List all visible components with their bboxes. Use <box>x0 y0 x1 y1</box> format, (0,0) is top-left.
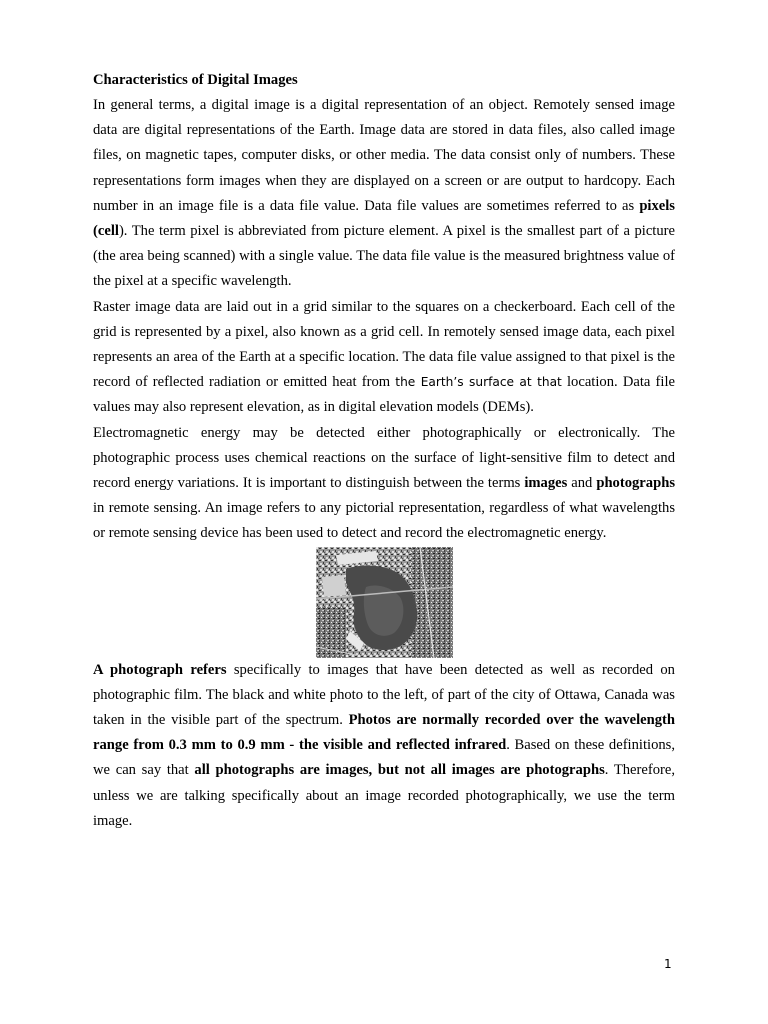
paragraph-digital-image-definition <box>93 93 675 295</box>
text-run: ). The term pixel is abbreviated from picture element. A pixel is the smallest part of a picture (the area being scanned) with a single value. The data file value is the measured brightness value of the pixel at a specific wavelength. <box>93 223 675 290</box>
bold-term-images: images <box>524 475 568 492</box>
text-run: location. Data file values may also represent elevation, as in digital elevation models (DEMs). <box>93 374 675 416</box>
paragraph-photograph-definition <box>93 658 675 834</box>
text-run: in remote sensing. An image refers to any pictorial representation, regardless of what wavelengths or remote sensing device has been used to detect and record the electromagnetic energy. <box>93 500 675 542</box>
bold-term-pixels: pixels (cell <box>93 197 675 240</box>
aerial-photo-ottawa <box>316 547 453 658</box>
paragraph-raster-data <box>93 295 675 421</box>
document-page <box>93 68 675 834</box>
text-run: . Therefore, unless we are talking specifically about an image recorded photographically, we use the term image. <box>93 762 676 829</box>
page-number: 1 <box>664 957 672 971</box>
text-run: In general terms, a digital image is a digital representation of an object. Remotely sensed image data are digital representations of the Earth. Image data are stored in data files, also called image files, on magnetic tapes, computer disks, or other media. The data consist only of numbers. These representations form images when they are displayed on a screen or are output to hardcopy. Each number in an image file is a data file value. Data file values are sometimes referred to as <box>93 97 675 214</box>
bold-wavelength-range: Photos are normally recorded over the wavelength range from 0.3 mm to 0.9 mm - the visible and reflected infrared <box>93 712 676 754</box>
bold-all-photographs-images: all photographs are images, but not all images are photographs <box>194 762 605 779</box>
text-run: Raster image data are laid out in a grid similar to the squares on a checkerboard. Each cell of the grid is represented by a pixel, also known as a grid cell. In remotely sensed image data, each pixel represents an area of the Earth at a specific location. The data file value assigned to that pixel is the record of reflected radiation or emitted heat from <box>93 298 675 391</box>
bold-term-photograph-refers: A photograph refers <box>93 661 227 678</box>
text-run: and <box>567 475 597 492</box>
document-title: Characteristics of Digital Images <box>93 72 298 88</box>
paragraph-electromagnetic-energy <box>93 421 675 547</box>
bold-term-photographs: photographs <box>596 475 675 492</box>
text-run: . Based on these definitions, we can say that <box>93 737 675 779</box>
text-run: specifically to images that have been detected as well as recorded on photographic film. The black and white photo to the left, of part of the city of Ottawa, Canada was taken in the visible part of the spectrum. <box>93 661 675 729</box>
text-run: Electromagnetic energy may be detected either photographically or electronically. The photographic process uses chemical reactions on the surface of light-sensitive film to detect and record energy variations. It is important to distinguish between the terms <box>93 424 675 492</box>
aerial-photo-image <box>316 547 453 658</box>
text-run-sans: the Earth’s surface at that <box>395 375 562 390</box>
